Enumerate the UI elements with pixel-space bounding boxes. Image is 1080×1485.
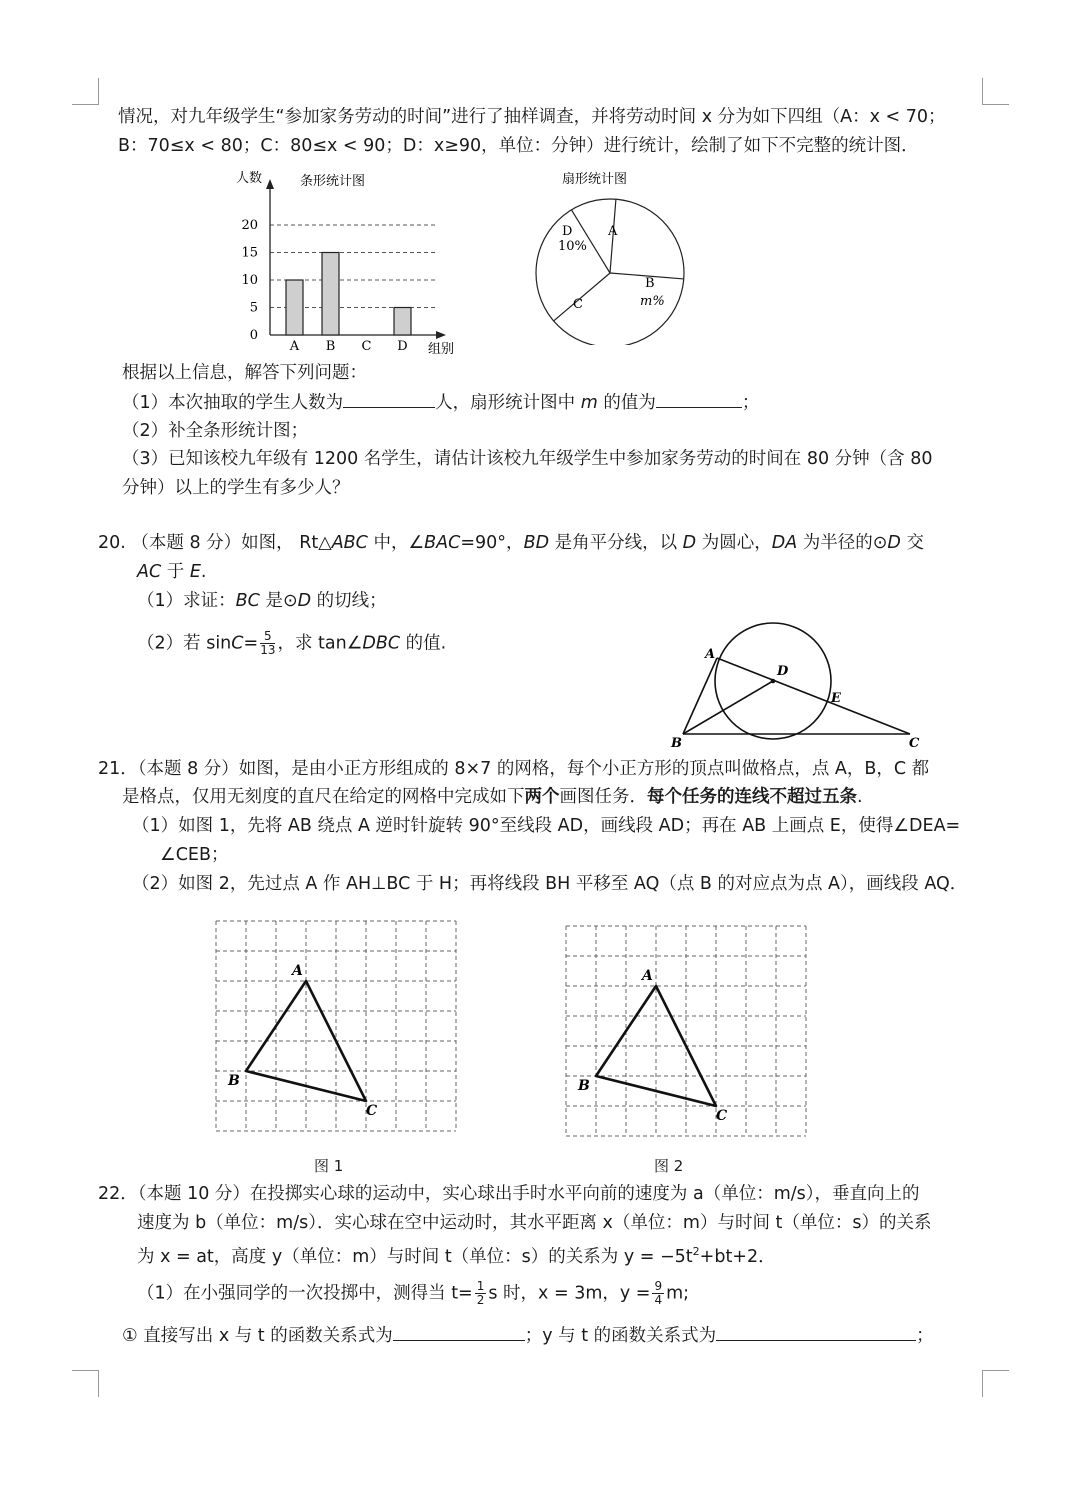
q20-p1-bc: BC (235, 591, 260, 611)
frac-den: 2 (476, 1293, 485, 1307)
q19-p1-m: m (580, 393, 598, 413)
point-d (771, 679, 776, 684)
q21-line-1: 21．（本题 8 分）如图，是由小正方形组成的 8×7 的网格，每个小正方形的顶点叫做格点，点 A，B，C 都 (98, 759, 930, 779)
q20-p2-c: C (231, 633, 244, 654)
q20-p2-text-e: 的值. (400, 633, 447, 654)
frac-num: 5 (260, 630, 275, 644)
fraction-1-2 (475, 1280, 487, 1307)
q21-part-1-line-1: （1）如图 1，先将 AB 绕点 A 逆时针旋转 90°至线段 AD，画线段 AD；再在 AB 上画点 E，使得∠DEA= (132, 816, 961, 836)
q21-text-c: 画图任务． (559, 787, 647, 807)
frac-den: 13 (260, 643, 276, 657)
pie-value-d: 10% (558, 239, 587, 254)
fig1-label-b: B (228, 1073, 240, 1089)
q20-ac: AC (137, 562, 162, 582)
bar-a (286, 280, 303, 335)
answer-blank-y-t[interactable] (716, 1322, 916, 1341)
fig1-caption: 图 1 (314, 1157, 344, 1175)
answer-blank-m[interactable] (656, 389, 742, 408)
q22-p1-text-a: （1）在小强同学的一次投掷中，测得当 t= (137, 1283, 473, 1304)
pie-value-b: m% (640, 294, 665, 309)
q20-part-1 (137, 588, 387, 614)
q20-text-6: 为半径的⊙ (797, 533, 888, 553)
q21-bold-two: 两个 (524, 787, 560, 807)
q20-p1-text: （1）求证： (137, 591, 236, 611)
fig2-label-b: B (578, 1078, 590, 1094)
x-tick-label: A (289, 339, 300, 354)
q21-line-2 (122, 784, 863, 810)
q19-p1-text: （1）本次抽取的学生人数为 (122, 393, 344, 413)
frac-num: 9 (654, 1279, 663, 1293)
q19-part-3-line-1: （3）已知该校九年级有 1200 名学生，请估计该校九年级学生中参加家务劳动的时间在 80 分钟（含 80 (122, 449, 933, 469)
q20-p2-dbc: DBC (362, 633, 401, 654)
fraction-9-4 (652, 1280, 664, 1307)
x-axis-arrow (436, 331, 446, 339)
q20-text-4: 是角平分线，以 (549, 533, 683, 553)
pie-label-a: A (608, 224, 618, 239)
grid-figure-2 (560, 920, 815, 1145)
q21-part-2: （2）如图 2，先过点 A 作 AH⊥BC 于 H；再将线段 BH 平移至 AQ（点 B 的对应点为点 A），画线段 AQ． (132, 874, 968, 894)
bar-b (322, 253, 339, 336)
x-tick-label: B (325, 339, 336, 354)
q20-p2-eq: = (243, 633, 259, 654)
crop-mark-top-right (982, 78, 1009, 105)
q19-p1-text-c: 的值为 (603, 393, 656, 413)
q20-p1-d: D (297, 591, 312, 611)
segment-bd (683, 681, 773, 734)
q22-p1-text-c: m; (666, 1283, 690, 1304)
answer-blank-count[interactable] (343, 389, 435, 408)
q19-part-2: （2）补全条形统计图； (122, 421, 309, 441)
q22-s1-text-b: ；y 与 t 的函数关系式为 (524, 1326, 717, 1346)
label-b: B (671, 736, 682, 751)
q20-text-7: 交 (900, 533, 924, 553)
x-tick-label: D (397, 339, 408, 354)
q22-text-b: +bt+2． (699, 1246, 776, 1267)
fig2-label-c: C (716, 1108, 728, 1124)
q22-line-3 (137, 1239, 776, 1270)
q22-exponent: 2 (692, 1245, 700, 1258)
pie-label-b: B (645, 276, 655, 291)
q20-text-3: =90°， (460, 533, 524, 553)
q20-text-2: 中，∠ (367, 533, 425, 553)
q20-abc: ABC (331, 533, 368, 553)
bar-chart (228, 165, 468, 360)
bar-chart-ylabel: 人数 (236, 171, 263, 186)
crop-mark-bottom-right (982, 1370, 1009, 1397)
fig1-label-a: A (292, 963, 303, 979)
q20-line-1 (98, 530, 924, 556)
q21-text-e: . (857, 787, 863, 807)
q20-p1-text-c: 的切线； (311, 591, 387, 611)
q21-part-1-line-2: ∠CEB； (160, 845, 229, 865)
q19-intro: 根据以上信息，解答下列问题： (122, 363, 367, 383)
bar-chart-xlabel: 组别 (428, 342, 455, 357)
q22-sub-1 (122, 1322, 934, 1349)
fig1-label-c: C (366, 1103, 378, 1119)
pie-chart-title: 扇形统计图 (562, 172, 628, 187)
label-c: C (909, 736, 920, 751)
q22-s1-text-c: ； (916, 1326, 934, 1346)
pie-label-c: C (573, 297, 583, 312)
q20-text-1: 20. （本题 8 分）如图， Rt△ (98, 533, 332, 553)
bar-chart-title: 条形统计图 (300, 174, 366, 189)
q21-text-a: 是格点，仅用无刻度的直尺在给定的网格中完成如下 (122, 787, 525, 807)
y-axis-arrow (266, 179, 274, 189)
bar-d (394, 308, 411, 336)
y-tick-label: 0 (249, 328, 258, 343)
q19-part-3-line-2: 分钟）以上的学生有多少人？ (122, 478, 350, 498)
q21-bold-rule: 每个任务的连线不超过五条 (647, 787, 857, 807)
q20-bac: BAC (424, 533, 461, 553)
q20-bd: BD (523, 533, 550, 553)
y-tick-label: 10 (241, 273, 258, 288)
q20-p1-text-b: 是⊙ (259, 591, 298, 611)
crop-mark-bottom-left (72, 1370, 99, 1397)
q20-p2-text-d: ，求 tan∠ (277, 633, 363, 654)
y-tick-label: 20 (241, 218, 258, 233)
answer-blank-x-t[interactable] (393, 1322, 525, 1341)
label-a: A (705, 647, 716, 662)
q22-s1-text-a: ① 直接写出 x 与 t 的函数关系式为 (122, 1326, 393, 1346)
q20-e: E (189, 562, 201, 582)
crop-mark-top-left (72, 78, 99, 105)
q20-text-5: 为圆心， (696, 533, 772, 553)
q22-part-1 (137, 1280, 689, 1307)
circle-triangle-figure (665, 618, 925, 753)
label-e: E (831, 691, 841, 706)
q20-d-2: D (887, 533, 901, 553)
q22-p1-text-b: s 时，x = 3m，y = (488, 1283, 651, 1304)
pie-chart (530, 165, 695, 345)
x-tick-label: C (361, 339, 372, 354)
frac-den: 4 (654, 1293, 663, 1307)
q22-line-1: 22．（本题 10 分）在投掷实心球的运动中，实心球出手时水平向前的速度为 a（单位：m/s），垂直向上的 (98, 1184, 920, 1204)
q22-line-2: 速度为 b（单位：m/s）．实心球在空中运动时，其水平距离 x（单位：m）与时间 t（单位：s）的关系 (137, 1213, 932, 1233)
q20-text-8: 于 (161, 562, 190, 582)
fraction-5-13 (260, 630, 275, 657)
q19-line-1: 情况，对九年级学生“参加家务劳动的时间”进行了抽样调查，并将劳动时间 x 分为如下四组（A：x < 70； (118, 107, 946, 127)
q20-line-2 (137, 559, 206, 585)
segment-ab (683, 658, 717, 734)
q19-line-2: B：70≤x < 80；C：80≤x < 90；D：x≥90，单位：分钟）进行统计，绘制了如下不完整的统计图． (118, 136, 919, 156)
q20-da: DA (771, 533, 798, 553)
q20-text-9: . (200, 562, 207, 582)
y-tick-label: 15 (241, 245, 258, 261)
fig2-label-a: A (642, 968, 653, 984)
fig2-caption: 图 2 (654, 1157, 684, 1175)
q19-part-1 (122, 389, 759, 416)
q20-p2-text: （2）若 sin (137, 633, 232, 654)
q22-text-a: 为 x = at，高度 y（单位：m）与时间 t（单位：s）的关系为 y = −5t (137, 1246, 693, 1267)
pie-label-d: D (562, 224, 573, 239)
q19-p1-text-d: ； (741, 393, 760, 413)
y-tick-label: 5 (249, 300, 258, 316)
grid-figure-1 (210, 915, 465, 1140)
q20-part-2 (137, 630, 446, 657)
frac-num: 1 (476, 1279, 485, 1293)
label-d: D (777, 664, 789, 679)
q19-p1-text-b: 人，扇形统计图中 (435, 393, 576, 413)
q20-d: D (682, 533, 697, 553)
